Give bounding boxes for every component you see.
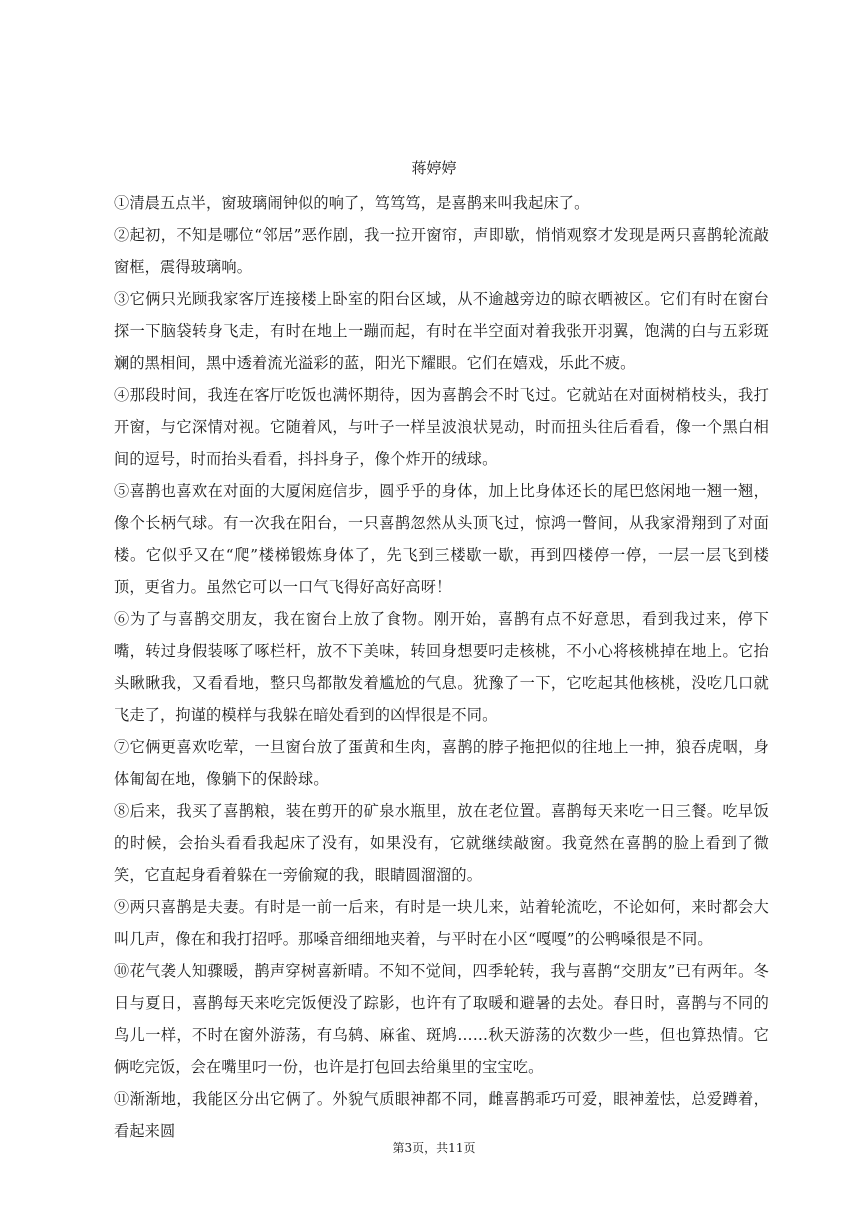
paragraph-10: ⑩花气袭人知骤暖，鹊声穿树喜新晴。不知不觉间，四季轮转，我与喜鹊“交朋友”已有两年。冬日与夏日，喜鹊每天来吃完饭便没了踪影，也许有了取暖和避暑的去处。春日时，喜鹊与不同的鸟儿一样，不时在窗外游荡，有乌鸫、麻雀、斑鸠……秋天游荡的次数少一些，但也算热情。它俩吃完饭，会在嘴里叼一份，也许是打包回去给巢里的宝宝吃。 bbox=[114, 962, 769, 1076]
paragraph-3: ③它俩只光顾我家客厅连接楼上卧室的阳台区域，从不逾越旁边的晾衣晒被区。它们有时在窗台探一下脑袋转身飞走，有时在地上一蹦而起，有时在半空面对着我张开羽翼，饱满的白与五彩斑斓的黑相间，黑中透着流光溢彩的蓝，阳光下耀眼。它们在嬉戏，乐此不疲。 bbox=[114, 290, 769, 372]
paragraph-7: ⑦它俩更喜欢吃荤，一旦窗台放了蛋黄和生肉，喜鹊的脖子拖把似的往地上一抻，狼吞虎咽，身体匍匐在地，像躺下的保龄球。 bbox=[114, 738, 769, 788]
paragraph-1: ①清晨五点半，窗玻璃闹钟似的响了，笃笃笃，是喜鹊来叫我起床了。 bbox=[114, 194, 590, 212]
author-name: 蒋婷婷 bbox=[411, 159, 457, 177]
paragraph-8: ⑧后来，我买了喜鹊粮，装在剪开的矿泉水瓶里，放在老位置。喜鹊每天来吃一日三餐。吃早饭的时候，会抬头看看我起床了没有，如果没有，它就继续敲窗。我竟然在喜鹊的脸上看到了微笑，它直起身看着躲在一旁偷窥的我，眼睛圆溜溜的。 bbox=[114, 802, 769, 884]
paragraph-5: ⑤喜鹊也喜欢在对面的大厦闲庭信步，圆乎乎的身体，加上比身体还长的尾巴悠闲地一翘一翘，像个长柄气球。有一次我在阳台，一只喜鹊忽然从头顶飞过，惊鸿一瞥间，从我家滑翔到了对面楼。它似乎又在“爬”楼梯锻炼身体了，先飞到三楼歇一歇，再到四楼停一停，一层一层飞到楼顶，更省力。虽然它可以一口气飞得好高好高呀！ bbox=[114, 482, 769, 596]
paragraph-9: ⑨两只喜鹊是夫妻。有时是一前一后来，有时是一块儿来，站着轮流吃，不论如何，来时都会大叫几声，像在和我打招呼。那嗓音细细地夹着，与平时在小区“嘎嘎”的公鸭嗓很是不同。 bbox=[114, 898, 769, 948]
paragraph-2: ②起初，不知是哪位“邻居”恶作剧，我一拉开窗帘，声即歇，悄悄观察才发现是两只喜鹊轮流敲窗框，震得玻璃响。 bbox=[114, 226, 769, 276]
paragraph-6: ⑥为了与喜鹊交朋友，我在窗台上放了食物。刚开始，喜鹊有点不好意思，看到我过来，停下嘴，转过身假装啄了啄栏杆，放不下美味，转回身想要叼走核桃，不小心将核桃掉在地上。它抬头瞅瞅我，又看看地，整只鸟都散发着尴尬的气息。犹豫了一下，它吃起其他核桃，没吃几口就飞走了，拘谨的模样与我躲在暗处看到的凶悍很是不同。 bbox=[114, 610, 769, 724]
page-number: 第3页，共11页 bbox=[392, 1141, 476, 1155]
paragraph-11: ⑪渐渐地，我能区分出它俩了。外貌气质眼神都不同，雌喜鹊乖巧可爱，眼神羞怯，总爱蹲着，看起来圆 bbox=[114, 1090, 769, 1140]
article-body bbox=[114, 187, 769, 1147]
paragraph-4: ④那段时间，我连在客厅吃饭也满怀期待，因为喜鹊会不时飞过。它就站在对面树梢枝头，我打开窗，与它深情对视。它随着风，与叶子一样呈波浪状晃动，时而扭头往后看看，像一个黑白相间的逗号，时而抬头看看，抖抖身子，像个炸开的绒球。 bbox=[114, 386, 769, 468]
